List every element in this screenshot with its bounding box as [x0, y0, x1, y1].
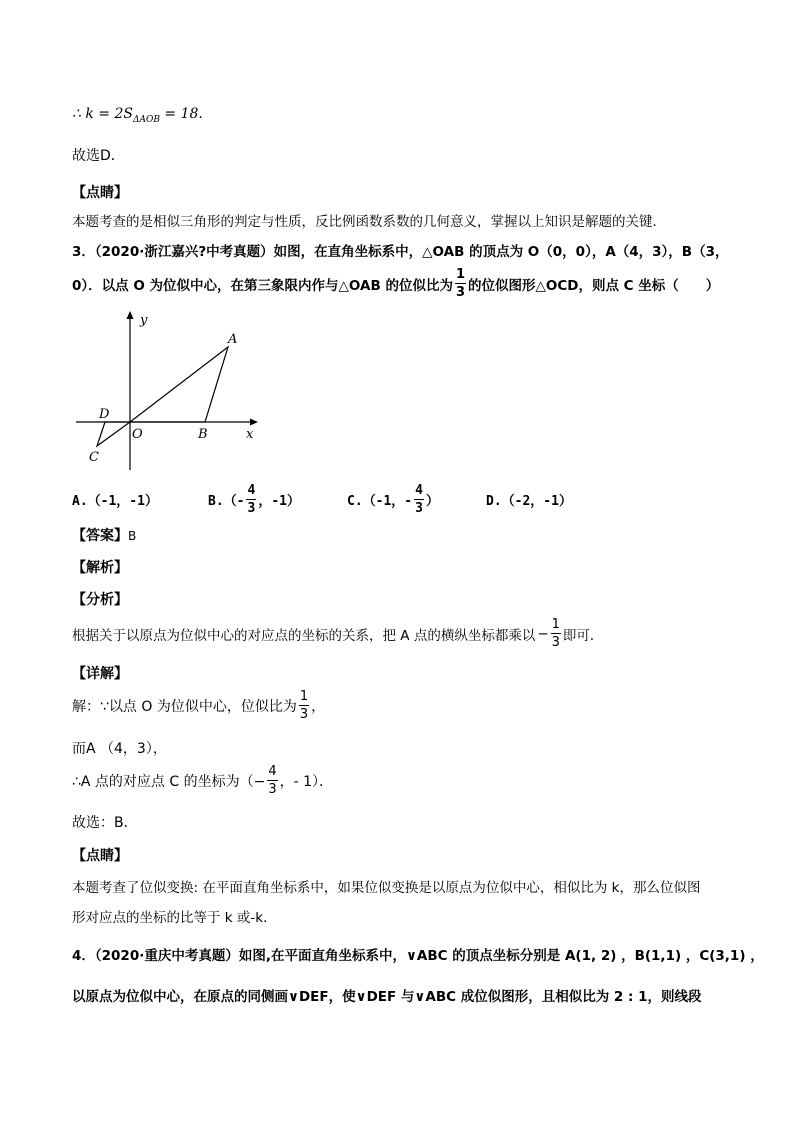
option-c-fraction [414, 484, 424, 515]
triangle-oab [130, 347, 228, 422]
heading-dianjing-1: 【点睛】 [72, 185, 128, 201]
option-c-pre: C.（-1，- [347, 494, 413, 509]
k-eq-suffix: = 18. [159, 106, 203, 122]
label-o: O [132, 427, 143, 442]
q4-line-1: 4．（2020·重庆中考真题）如图,在平面直角坐标系中，∨ABC 的顶点坐标分别是 A(1, 2) ，B(1,1) ，C(3,1) ， [72, 948, 764, 964]
option-a[interactable]: A.（-1，-1） [72, 494, 158, 509]
line-choose-d: 故选D． [72, 148, 125, 164]
sol1-pre: 解：∵以点 O 为位似中心，位似比为 [72, 698, 297, 715]
k-eq-prefix: ∴ k = 2S [72, 106, 133, 122]
heading-dianjing-2: 【点睛】 [72, 848, 128, 864]
q3-line-2-b: 的位似图形△OCD，则点 C 坐标（ ） [468, 277, 720, 294]
option-c-post: ） [425, 494, 439, 509]
option-c[interactable] [347, 484, 439, 515]
q3-line-1: 3．（2020·浙江嘉兴?中考真题）如图，在直角坐标系中，△OAB 的顶点为 O（0，0），A（4，3），B（3， [72, 244, 729, 260]
solution-line-1 [72, 690, 325, 721]
dianjing-1-text: 本题考查的是相似三角形的判定与性质，反比例函数系数的几何意义，掌握以上知识是解题的关键． [72, 214, 666, 230]
option-b-fraction [246, 484, 256, 515]
q3-line-2 [72, 268, 719, 299]
heading-xiangjie: 【详解】 [72, 666, 128, 682]
frac-num: 4 [268, 764, 277, 779]
option-b-pre: B.（- [208, 494, 245, 509]
solution-line-3 [72, 765, 333, 796]
frac-den: 3 [455, 285, 465, 300]
frac-den: 3 [247, 501, 256, 516]
label-a: A [228, 332, 238, 347]
answer-line [72, 525, 136, 545]
line-k-equation [72, 106, 203, 125]
label-b: B [198, 427, 208, 442]
solution-line-2: 而A （4，3）， [72, 741, 167, 757]
fenxi-text-post: 即可． [562, 627, 604, 644]
fenxi-fraction [551, 618, 561, 649]
sol3-pre: ∴A 点的对应点 C 的坐标为（− [72, 773, 266, 790]
fenxi-text-pre: 根据关于以原点为位似中心的对应点的坐标的关系，把 A 点的横纵坐标都乘以 [72, 627, 536, 644]
answer-value: B [128, 529, 137, 543]
triangle-ocd [97, 422, 130, 446]
k-eq-sub: ΔAOB [132, 114, 160, 125]
q3-line-2-a: 0）．以点 O 为位似中心，在第三象限内作与△OAB 的位似比为 [72, 277, 453, 294]
fenxi-line [72, 618, 603, 649]
sol3-fraction [267, 765, 277, 796]
option-d[interactable]: D.（-2，-1） [486, 494, 572, 509]
frac-den: 3 [299, 707, 309, 722]
label-y: y [140, 313, 148, 328]
q3-ratio-fraction [455, 268, 466, 299]
heading-fenxi: 【分析】 [72, 592, 128, 608]
dianjing-2-line-1: 本题考查了位似变换: 在平面直角坐标系中，如果位似变换是以原点为位似中心，相似比为 k，那么位似图 [72, 880, 701, 896]
fenxi-sign: − [537, 625, 549, 642]
heading-jiexi: 【解析】 [72, 560, 128, 576]
x-axis-arrow [250, 419, 258, 426]
q4-line-2: 以原点为位似中心，在原点的同侧画∨DEF，使∨DEF 与∨ABC 成位似图形，且相似比为 2 : 1，则线段 [72, 989, 702, 1005]
frac-num: 1 [299, 689, 309, 704]
frac-num: 4 [415, 483, 423, 498]
coordinate-figure [68, 305, 268, 475]
answer-label: 【答案】 [72, 528, 128, 544]
sol1-fraction [299, 690, 309, 721]
solution-line-4: 故选：B． [72, 815, 138, 831]
frac-den: 3 [415, 501, 423, 516]
option-b-post: ，-1） [258, 494, 300, 509]
options-row [72, 484, 722, 520]
frac-den: 3 [551, 635, 560, 650]
y-axis-arrow [127, 311, 134, 319]
frac-num: 1 [551, 617, 560, 632]
option-b[interactable] [208, 484, 300, 515]
label-c: C [89, 450, 99, 465]
frac-den: 3 [268, 782, 277, 797]
frac-num: 1 [455, 267, 465, 282]
frac-num: 4 [247, 483, 256, 498]
label-d: D [99, 407, 110, 422]
sol1-post: ， [311, 698, 326, 715]
dianjing-2-line-2: 形对应点的坐标的比等于 k 或-k． [72, 910, 277, 926]
sol3-post: ，- 1）． [279, 773, 334, 790]
label-x: x [246, 427, 254, 442]
